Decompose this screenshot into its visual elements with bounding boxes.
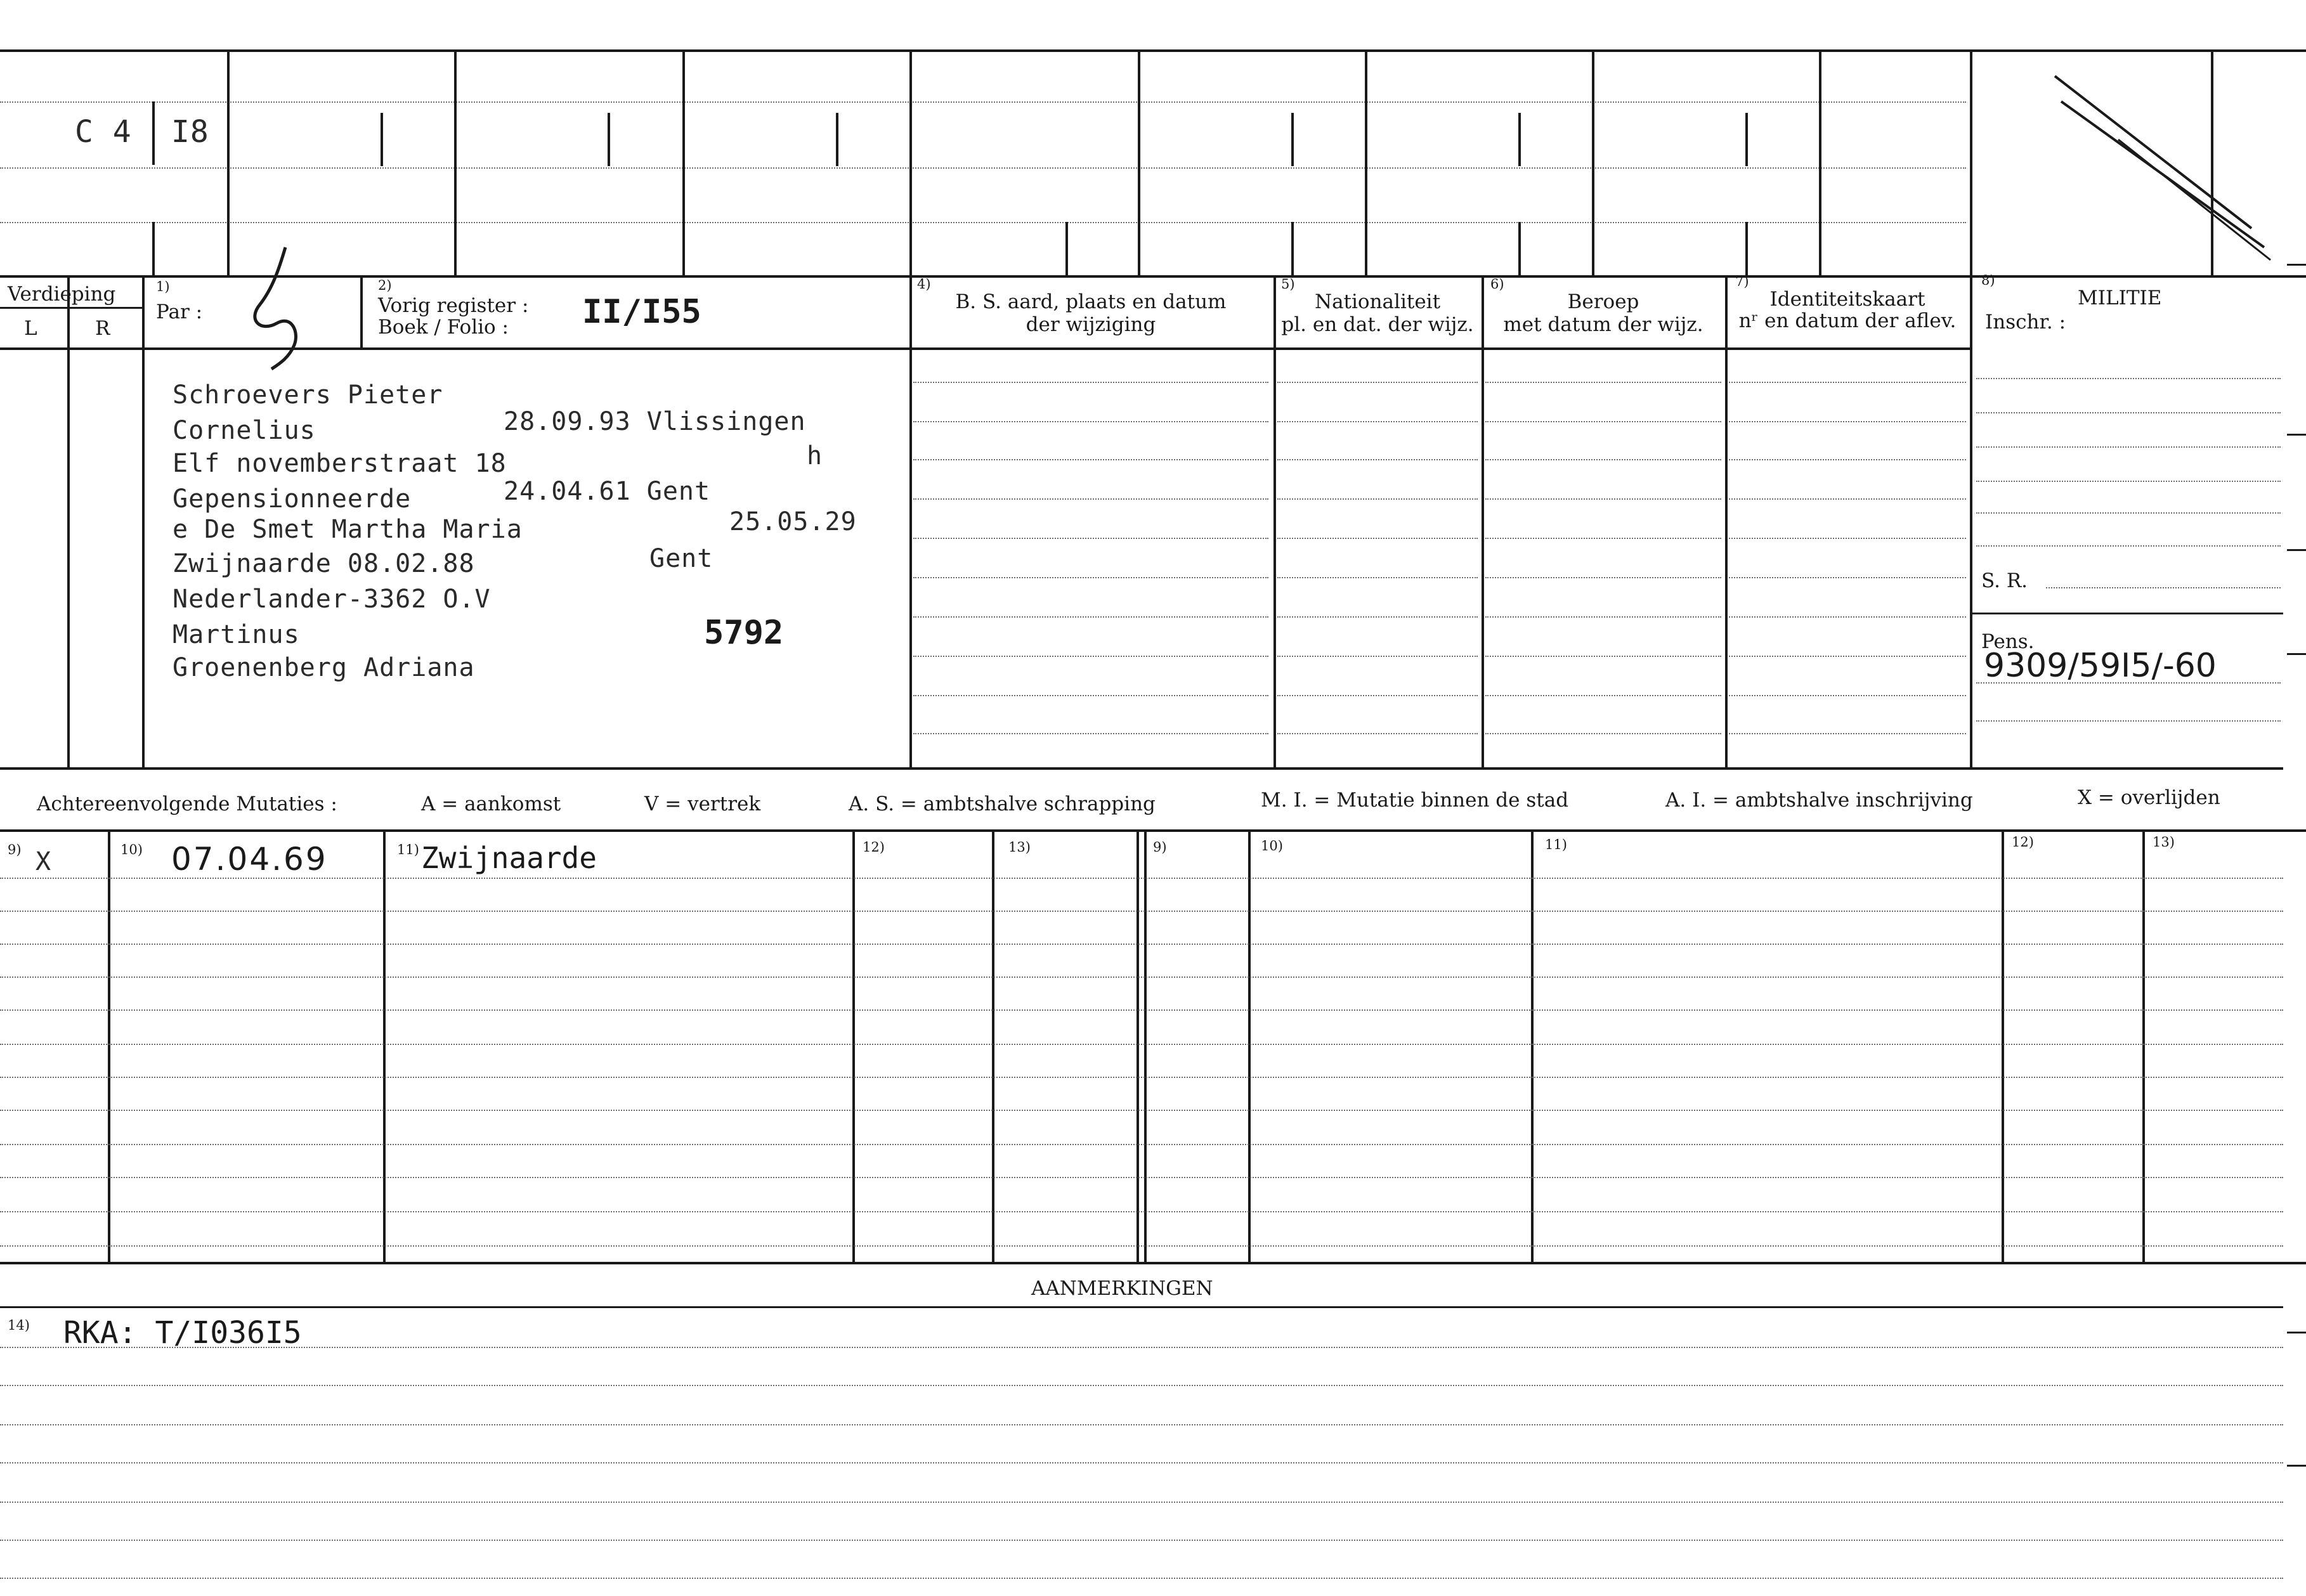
floor-title: Verdieping — [8, 283, 116, 306]
col7-line1: Identiteitskaart — [1769, 288, 1925, 311]
cancel-strike-icon — [2029, 63, 2283, 266]
person-spouse-birth: Zwijnaarde 08.02.88 — [173, 549, 475, 578]
remarks-title: AANMERKINGEN — [1031, 1277, 1213, 1300]
mutation-type: X — [36, 847, 52, 876]
col2-number: 2) — [378, 278, 392, 293]
person-profession-date: 24.04.61 Gent — [504, 477, 711, 506]
person-spouse-birthplace: Gent — [649, 544, 713, 573]
prev-register-label: Vorig register : — [378, 294, 529, 317]
person-line2a: Cornelius — [173, 416, 316, 445]
mut-col11b-number: 11) — [1545, 837, 1567, 852]
floor-right: R — [95, 317, 110, 340]
person-spouse: e De Smet Martha Maria — [173, 515, 523, 544]
col6-line1: Beroep — [1567, 290, 1639, 313]
person-profession: Gepensionneerde — [173, 484, 412, 514]
legend-as: A. S. = ambtshalve schrapping — [849, 793, 1156, 815]
legend-ai: A. I. = ambtshalve inschrijving — [1665, 789, 1973, 812]
code-b: I8 — [171, 114, 209, 150]
mut-col11-number: 11) — [397, 842, 419, 857]
col4-line2: der wijziging — [1026, 313, 1156, 336]
col5-line1: Nationaliteit — [1314, 290, 1441, 313]
col6-number: 6) — [1490, 276, 1504, 292]
person-spouse-date: 25.05.29 — [729, 507, 857, 536]
legend-mi: M. I. = Mutatie binnen de stad — [1261, 789, 1569, 812]
par-label: Par : — [156, 301, 203, 323]
col5-line2: pl. en dat. der wijz. — [1281, 313, 1474, 336]
col4-number: 4) — [917, 276, 931, 292]
col1-number: 1) — [156, 279, 170, 294]
col5-number: 5) — [1281, 276, 1295, 292]
prev-register-value: II/I55 — [582, 293, 701, 331]
mutation-date: 07.04.69 — [171, 841, 328, 878]
mut-col12-number: 12) — [863, 840, 885, 855]
militia-pens-value: 9309/59I5/-60 — [1984, 647, 2217, 685]
militia-pens: Pens. — [1981, 630, 2035, 653]
mutations-title: Achtereenvolgende Mutaties : — [37, 793, 337, 815]
militia-title: MILITIE — [2078, 287, 2162, 309]
person-mother: Groenenberg Adriana — [173, 653, 475, 682]
col4-line1: B. S. aard, plaats en datum — [955, 290, 1227, 313]
person-address-suffix: h — [807, 441, 823, 470]
person-address: Elf novemberstraat 18 — [173, 449, 507, 478]
person-number: 5792 — [704, 614, 784, 652]
mut-col12b-number: 12) — [2012, 834, 2034, 850]
col7-number: 7) — [1735, 274, 1749, 289]
person-birth: 28.09.93 Vlissingen — [504, 407, 806, 436]
book-folio-label: Boek / Folio : — [378, 316, 509, 339]
remarks-value: RKA: T/I036I5 — [63, 1315, 302, 1351]
person-line1: Schroevers Pieter — [173, 380, 443, 410]
militia-sr: S. R. — [1981, 569, 2028, 592]
person-nationality: Nederlander-3362 O.V — [173, 585, 491, 614]
militia-inschr: Inschr. : — [1985, 311, 2066, 334]
col6-line2: met datum der wijz. — [1503, 313, 1703, 336]
col8-number: 8) — [1981, 273, 1995, 288]
code-a: C 4 — [75, 114, 132, 150]
floor-left: L — [24, 317, 37, 340]
person-father: Martinus — [173, 620, 300, 649]
par-handwritten-mark — [241, 243, 317, 370]
remarks-number: 14) — [8, 1318, 30, 1333]
legend-a: A = aankomst — [421, 793, 561, 815]
mutation-place: Zwijnaarde — [421, 841, 597, 875]
mut-col9b-number: 9) — [1153, 840, 1167, 855]
mut-col13b-number: 13) — [2153, 834, 2175, 850]
mut-col13-number: 13) — [1008, 840, 1031, 855]
mut-col10-number: 10) — [121, 842, 143, 857]
mut-col9-number: 9) — [8, 842, 22, 857]
legend-v: V = vertrek — [644, 793, 761, 815]
col7-line2: nʳ en datum der aflev. — [1738, 309, 1957, 332]
mut-col10b-number: 10) — [1261, 838, 1283, 853]
legend-x: X = overlijden — [2078, 786, 2220, 809]
